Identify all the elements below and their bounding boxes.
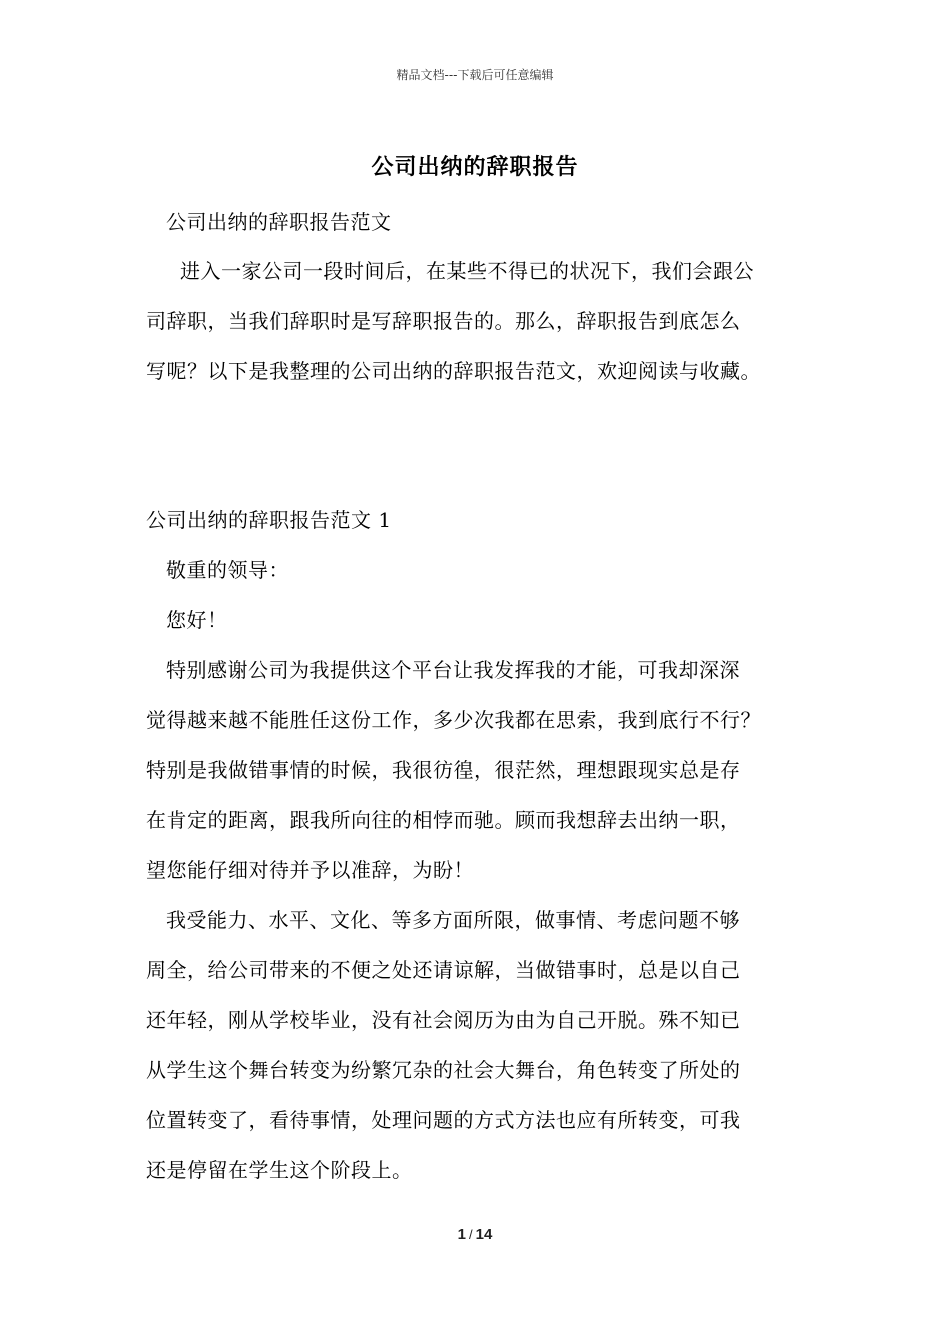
- paragraph-line: 特别是我做错事情的时候，我很彷徨，很茫然，理想跟现实总是存: [146, 758, 741, 782]
- paragraph-line: 位置转变了，看待事情，处理问题的方式方法也应有所转变，可我: [146, 1108, 741, 1132]
- paragraph-line: 写呢？以下是我整理的公司出纳的辞职报告范文，欢迎阅读与收藏。: [146, 359, 761, 383]
- paragraph-line: 还是停留在学生这个阶段上。: [146, 1158, 413, 1182]
- paragraph-line: 进入一家公司一段时间后，在某些不得已的状况下，我们会跟公: [180, 259, 754, 283]
- page-indicator: [0, 1226, 950, 1243]
- paragraph-line: 从学生这个舞台转变为纷繁冗杂的社会大舞台，角色转变了所处的: [146, 1058, 741, 1082]
- paragraph-line: 在肯定的距离，跟我所向往的相悖而驰。顾而我想辞去出纳一职，: [146, 808, 741, 832]
- paragraph-line: 还年轻，刚从学校毕业，没有社会阅历为由为自己开脱。殊不知已: [146, 1008, 741, 1032]
- header-note: 精品文档---下载后可任意编辑: [396, 68, 554, 82]
- paragraph-line: 司辞职，当我们辞职时是写辞职报告的。那么，辞职报告到底怎么: [146, 309, 741, 333]
- paragraph-line: 特别感谢公司为我提供这个平台让我发挥我的才能，可我却深深: [166, 658, 740, 682]
- paragraph-line: 望您能仔细对待并予以准辞，为盼！: [146, 858, 474, 882]
- paragraph-line: 周全，给公司带来的不便之处还请谅解，当做错事时，总是以自己: [146, 958, 741, 982]
- current-page: 1: [457, 1226, 467, 1243]
- paragraph-line: 我受能力、水平、文化、等多方面所限，做事情、考虑问题不够: [166, 908, 740, 932]
- page-separator: /: [469, 1227, 473, 1242]
- document-title: 公司出纳的辞职报告: [371, 154, 579, 180]
- subtitle-line: 公司出纳的辞职报告范文: [166, 210, 392, 234]
- section-heading: 公司出纳的辞职报告范文 1: [146, 508, 392, 532]
- greeting-line: 您好！: [166, 608, 228, 632]
- total-pages: 14: [475, 1226, 493, 1243]
- salutation-line: 敬重的领导：: [166, 558, 289, 582]
- paragraph-line: 觉得越来越不能胜任这份工作，多少次我都在思索，我到底行不行？: [146, 708, 761, 732]
